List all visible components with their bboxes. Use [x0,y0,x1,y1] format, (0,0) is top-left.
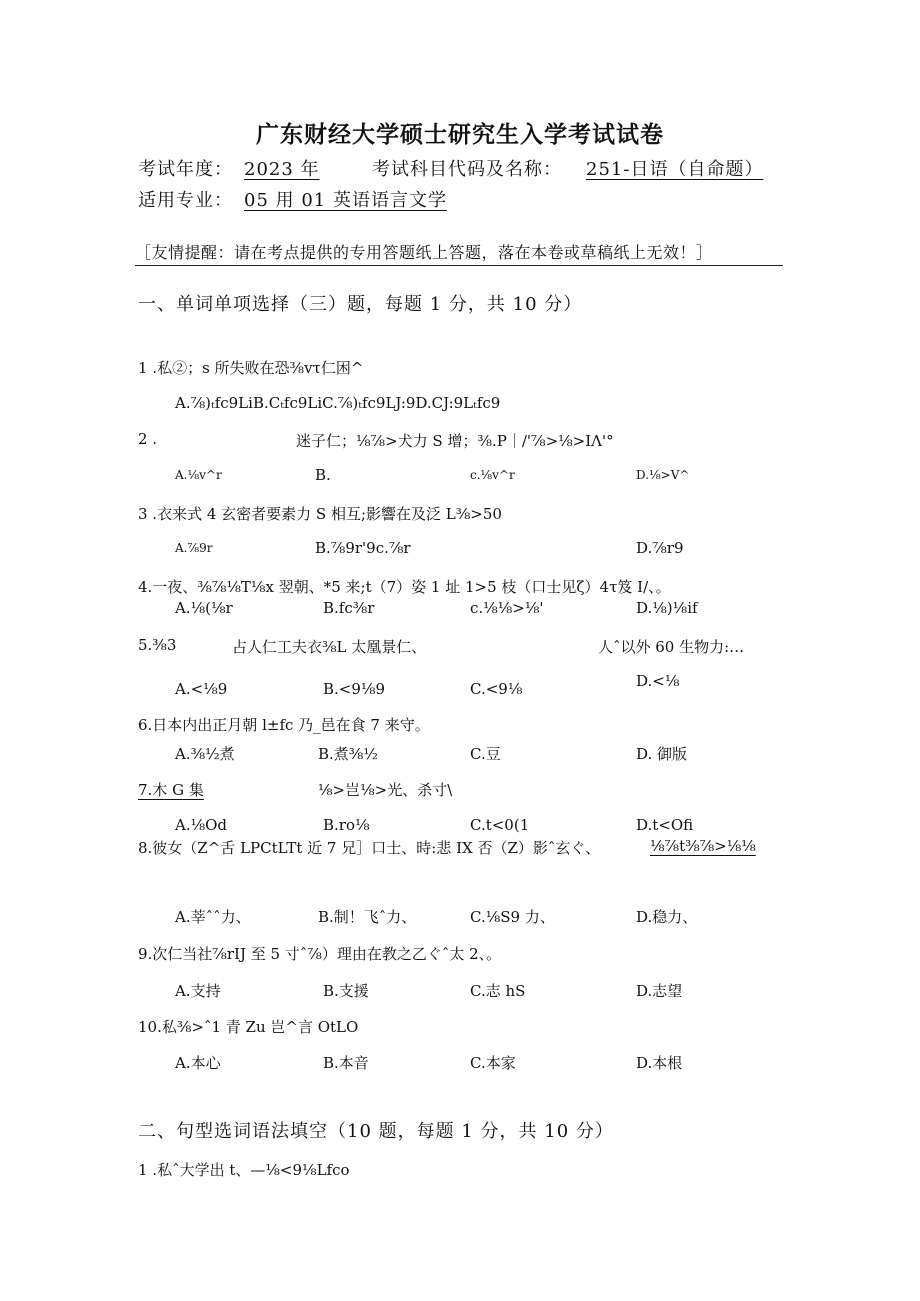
question-7-option-c: C.t<0(1 [470,816,530,834]
question-2-option-d: D.⅛>V^ [636,468,690,482]
question-8-option-d: D.稳力、 [636,908,698,926]
question-2-option-c: c.⅛v^r [470,468,515,482]
question-8-option-c: C.⅛S9 力、 [470,908,555,926]
question-6: 6.日本内出正月朝 l±fc 乃_邑在食 7 来守。 [138,716,430,734]
question-5-number: 5.⅜3 [138,636,177,654]
question-5-option-b: B.<9⅛9 [323,680,385,698]
question-2-option-b: B. [315,466,331,484]
question-8-tail: ⅛⅞t⅜⅞>⅛⅛ [650,837,756,855]
question-10: 10.私⅜>ˆ1 青 Zu 岂^言 OtLO [138,1018,359,1036]
question-6-option-a: A.⅜½煮 [175,745,235,763]
question-5-option-d: D.<⅛ [636,672,680,690]
question-9-option-b: B.支援 [323,982,369,1000]
question-9: 9.次仁当社⅞rIJ 至 5 寸ˆ⅞）理由在教之乙ぐˆ太 2、。 [138,945,502,963]
question-4-option-d: D.⅛)⅛if [636,599,698,617]
question-8: 8.彼女（Z^舌 LPCtLTt 近 7 兄］口士、時:悲 IX 否（Z）影ˆ玄ぐ、 [138,839,601,857]
question-2: 迷子仁；⅛⅞>犬力 S 增；⅜.P｜/'⅞>⅛>IΛ'° [296,432,614,450]
question-1: 1 .私②；s 所失败在恐⅜vτ仁困^ [138,359,364,377]
question-4-option-c: c.⅛⅛>⅛' [470,599,544,617]
year-value: 2023 年 [244,159,320,180]
question-5-option-c: C.<9⅛ [470,680,523,698]
question-5-option-a: A.<⅛9 [175,680,228,698]
notice: ［友情提醒：请在考点提供的专用答题纸上答题，落在本卷或草稿纸上无效！］ [135,240,783,266]
question-6-option-b: B.煮⅜½ [318,745,378,763]
question-3: 3 .衣来式 4 玄密者要素力 S 相互;影響在及泛 L⅜>50 [138,505,502,523]
question-2-number: 2 . [138,430,158,448]
question-9-option-d: D.志望 [636,982,683,1000]
subject-label: 考试科目代码及名称： [372,159,562,180]
question-7-option-b: B.ro⅛ [323,816,370,834]
section2-question-1: 1 .私ˆ大学出 t、—⅛<9⅛Lfco [138,1161,350,1179]
question-9-option-c: C.志 hS [470,982,526,1000]
exam-title: 广东财经大学硕士研究生入学考试试卷 [256,121,664,148]
subject-value: 251-日语（自命题） [586,159,764,180]
question-6-option-d: D. 御版 [636,745,688,763]
question-10-option-b: B.本音 [323,1054,369,1072]
section1-heading: 一、单词单项选择（三）题，每题 1 分，共 10 分） [138,294,583,315]
question-7-option-a: A.⅛Od [175,816,228,834]
question-4-option-b: B.fc⅜r [323,599,375,617]
question-1-options: A.⅞)ₜfc9LiB.Cₜfc9LiC.⅞)ₜfc9LJ:9D.CJ:9Lₜfc9 [175,394,501,412]
question-7-number: 7.木 G 集 [138,781,204,799]
year-label: 考试年度： [138,159,233,180]
question-3-option-a: A.⅞9r [175,541,213,555]
question-8-option-a: A.莘ˆˆ力、 [175,908,251,926]
question-5: 占人仁工夫衣⅜L 太凰景仁、 [232,638,427,656]
major-value: 05 用 01 英语语言文学 [244,190,447,211]
question-4-option-a: A.⅛(⅛r [175,599,233,617]
question-7-option-d: D.t<Ofi [636,816,694,834]
question-2-option-a: A.⅛v^r [175,468,222,482]
question-3-option-b: B.⅞9r'9c.⅞r [315,539,411,557]
question-8-option-b: B.制！飞ˆ力、 [318,908,417,926]
question-10-option-a: A.本心 [175,1054,221,1072]
question-10-option-c: C.本家 [470,1054,516,1072]
question-6-option-c: C.豆 [470,745,501,763]
question-7: ⅛>岂⅛>光、杀寸\ [318,781,453,799]
major-label: 适用专业： [138,190,233,211]
question-3-option-d: D.⅞r9 [636,539,684,557]
question-10-option-d: D.本根 [636,1054,683,1072]
question-4: 4.一夜、⅜⅞⅛T⅛x 翌朝、*5 来;t（7）姿 1 址 1>5 枝（口士见ζ）4τ笈 I/、。 [138,578,671,596]
section2-heading: 二、句型选词语法填空（10 题，每题 1 分，共 10 分） [138,1121,614,1142]
question-5-tail: 人ˆ以外 60 生物力:… [598,638,745,656]
question-9-option-a: A.支持 [175,982,221,1000]
